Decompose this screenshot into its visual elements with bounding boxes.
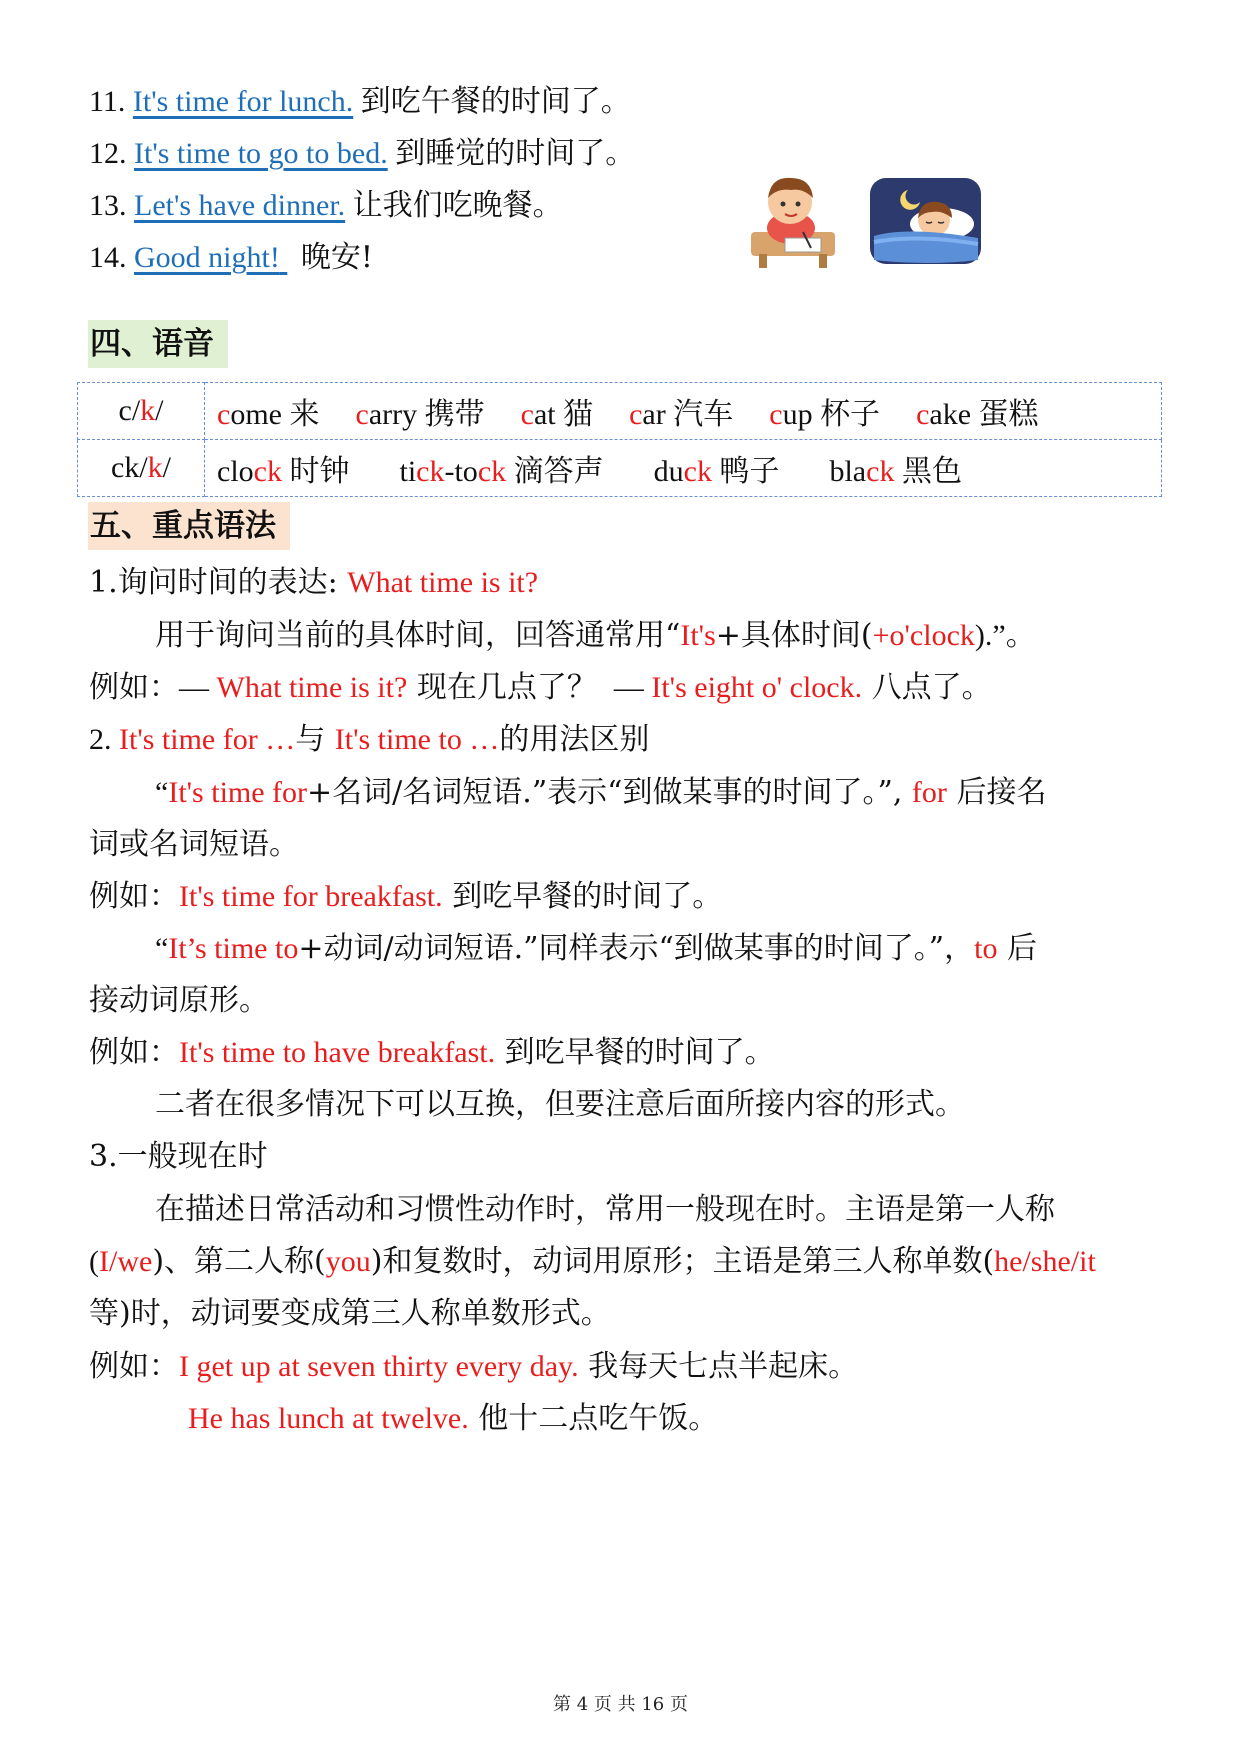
phrase-english: It's time to go to bed. <box>134 137 388 170</box>
example-word: tick-tock 滴答声 <box>399 454 604 489</box>
phrase-number: 14. <box>89 241 127 274</box>
phrase-chinese: 晚安! <box>300 240 373 275</box>
phrase-chinese: 让我们吃晚餐。 <box>352 188 563 223</box>
girl-sleeping-illustration <box>868 176 983 266</box>
grammar-point-2-desc-to: “It’s time to+动词/动词短语.”同样表示“到做某事的时间了。”，to 后 <box>155 931 1038 966</box>
phrase-number: 11. <box>89 85 126 118</box>
grammar-point-2-desc-to-cont: 接动词原形。 <box>89 983 269 1018</box>
boy-studying-illustration <box>745 168 840 270</box>
phrase-number: 13. <box>89 189 127 222</box>
phrase-chinese: 到吃午餐的时间了。 <box>360 84 631 119</box>
phrase-12 <box>89 134 635 174</box>
example-word: clock 时钟 <box>217 454 350 489</box>
grammar-point-3-desc-1: 在描述日常活动和习惯性动作时，常用一般现在时。主语是第一人称 <box>155 1192 1055 1227</box>
grammar-point-3-desc-2: (I/we)、第二人称(you)和复数时，动词用原形；主语是第三人称单数(he/she/it <box>89 1244 1096 1279</box>
example-word: car 汽车 <box>629 397 734 432</box>
grammar-point-1-example: 例如：— What time is it? 现在几点了？ — It's eight o' clock. 八点了。 <box>89 670 992 705</box>
phonics-table <box>77 382 1162 497</box>
example-word: cat 猫 <box>520 397 594 432</box>
example-word: duck 鸭子 <box>653 454 780 489</box>
phrase-13 <box>89 186 563 226</box>
phrase-english: Good night! <box>134 241 280 274</box>
grammar-point-2-example-for: 例如：It's time for breakfast. 到吃早餐的时间了。 <box>89 879 723 914</box>
example-words-cell <box>205 440 1162 497</box>
grammar-point-3-desc-3: 等)时，动词要变成第三人称单数形式。 <box>89 1296 611 1331</box>
phrase-14 <box>89 238 373 278</box>
phrase-number: 12. <box>89 137 127 170</box>
grammar-point-2-example-to: 例如：It's time to have breakfast. 到吃早餐的时间了。 <box>89 1035 775 1070</box>
section-heading-phonics: 四、语音 <box>88 320 228 368</box>
page-number: 第 4 页 共 16 页 <box>553 1694 688 1715</box>
example-word: cake 蛋糕 <box>916 397 1039 432</box>
grammar-point-3-example-2: He has lunch at twelve. 他十二点吃午饭。 <box>188 1401 719 1436</box>
example-word: black 黑色 <box>829 454 962 489</box>
phoneme-cell: c/k/ <box>78 383 205 440</box>
table-row <box>78 383 1162 440</box>
grammar-point-2-desc-for: “It's time for+名词/名词短语.”表示“到做某事的时间了。”, for 后接名 <box>155 775 1047 810</box>
phrase-chinese: 到睡觉的时间了。 <box>395 136 636 171</box>
example-word: carry 携带 <box>355 397 485 432</box>
grammar-point-3-title: 3.一般现在时 <box>89 1139 268 1174</box>
phrase-english: Let's have dinner. <box>134 189 346 222</box>
grammar-point-2-desc-for-cont: 词或名词短语。 <box>89 827 299 862</box>
section-heading-grammar: 五、重点语法 <box>88 502 290 550</box>
grammar-point-2-title: 2. It's time for …与 It's time to …的用法区别 <box>89 722 650 757</box>
phrase-11 <box>89 82 631 122</box>
grammar-point-3-example-1: 例如：I get up at seven thirty every day. 我每天七点半起床。 <box>89 1349 859 1384</box>
example-word: cup 杯子 <box>769 397 881 432</box>
grammar-point-1-title: 1.询问时间的表达: What time is it? <box>89 565 539 600</box>
table-row <box>78 440 1162 497</box>
example-word: come 来 <box>217 397 320 432</box>
grammar-point-2-note: 二者在很多情况下可以互换，但要注意后面所接内容的形式。 <box>155 1087 965 1122</box>
phoneme-cell: ck/k/ <box>78 440 205 497</box>
phrase-english: It's time for lunch. <box>132 85 354 118</box>
grammar-point-1-desc: 用于询问当前的具体时间，回答通常用“It's+具体时间(+o'clock).”。 <box>155 618 1036 653</box>
example-words-cell <box>205 383 1162 440</box>
